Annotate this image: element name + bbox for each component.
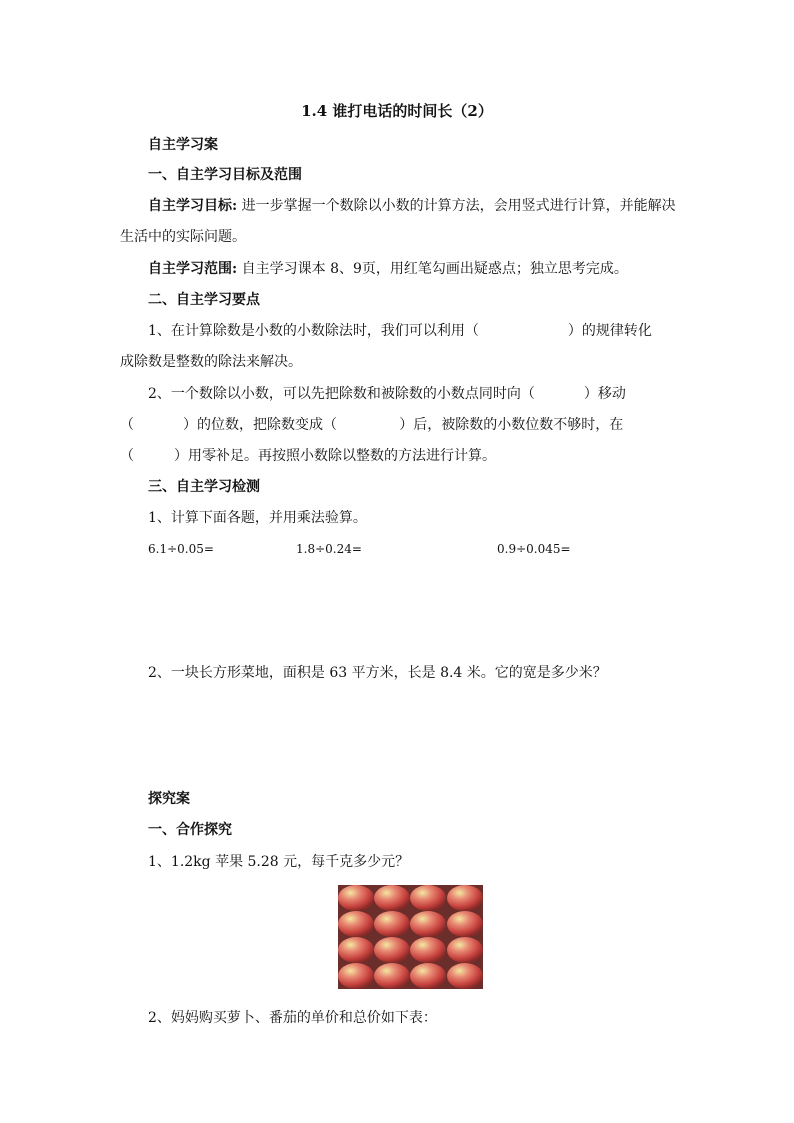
section1-heading: 一、自主学习目标及范围	[148, 167, 302, 183]
page-title: 1.4 谁打电话的时间长（2）	[301, 102, 493, 120]
explore-item2: 2、妈妈购买萝卜、番茄的单价和总价如下表：	[148, 1010, 437, 1026]
self-study-heading: 自主学习案	[148, 137, 218, 153]
goal-line1	[148, 196, 676, 216]
apples-photo-icon	[338, 885, 483, 989]
calc-1: 6.1÷0.05=	[148, 542, 214, 556]
check-item2: 2、一块长方形菜地，面积是 63 平方米，长是 8.4 米。它的宽是多少米？	[148, 665, 607, 681]
point2-line3: （ ）用零补足。再按照小数除以整数的方法进行计算。	[120, 448, 497, 464]
point2-line1: 2、一个数除以小数，可以先把除数和被除数的小数点同时向（ ）移动	[148, 386, 626, 402]
explore-section1-heading: 一、合作探究	[148, 822, 232, 838]
point1-line2: 成除数是整数的除法来解决。	[120, 354, 302, 370]
explore-heading: 探究案	[148, 791, 190, 807]
point1-line1: 1、在计算除数是小数的小数除法时，我们可以利用（ ）的规律转化	[148, 323, 652, 339]
check-item1: 1、计算下面各题，并用乘法验算。	[148, 510, 367, 526]
explore-item1: 1、1.2kg 苹果 5.28 元，每千克多少元？	[148, 854, 410, 870]
scope-text: 自主学习课本 8、9页，用红笔勾画出疑惑点；独立思考完成。	[241, 261, 628, 277]
section3-heading: 三、自主学习检测	[148, 479, 260, 495]
calc-3: 0.9÷0.045=	[497, 542, 571, 556]
calc-2: 1.8÷0.24=	[296, 542, 362, 556]
scope-label: 自主学习范围:	[148, 261, 238, 277]
goal-line2: 生活中的实际问题。	[120, 229, 246, 245]
goal-text: 进一步掌握一个数除以小数的计算方法，会用竖式进行计算，并能解决	[241, 198, 676, 214]
scope-line	[148, 259, 628, 279]
point2-line2: （ ）的位数，把除数变成（ ）后，被除数的小数位数不够时，在	[120, 417, 624, 433]
section2-heading: 二、自主学习要点	[148, 292, 260, 308]
goal-label: 自主学习目标:	[148, 198, 238, 214]
